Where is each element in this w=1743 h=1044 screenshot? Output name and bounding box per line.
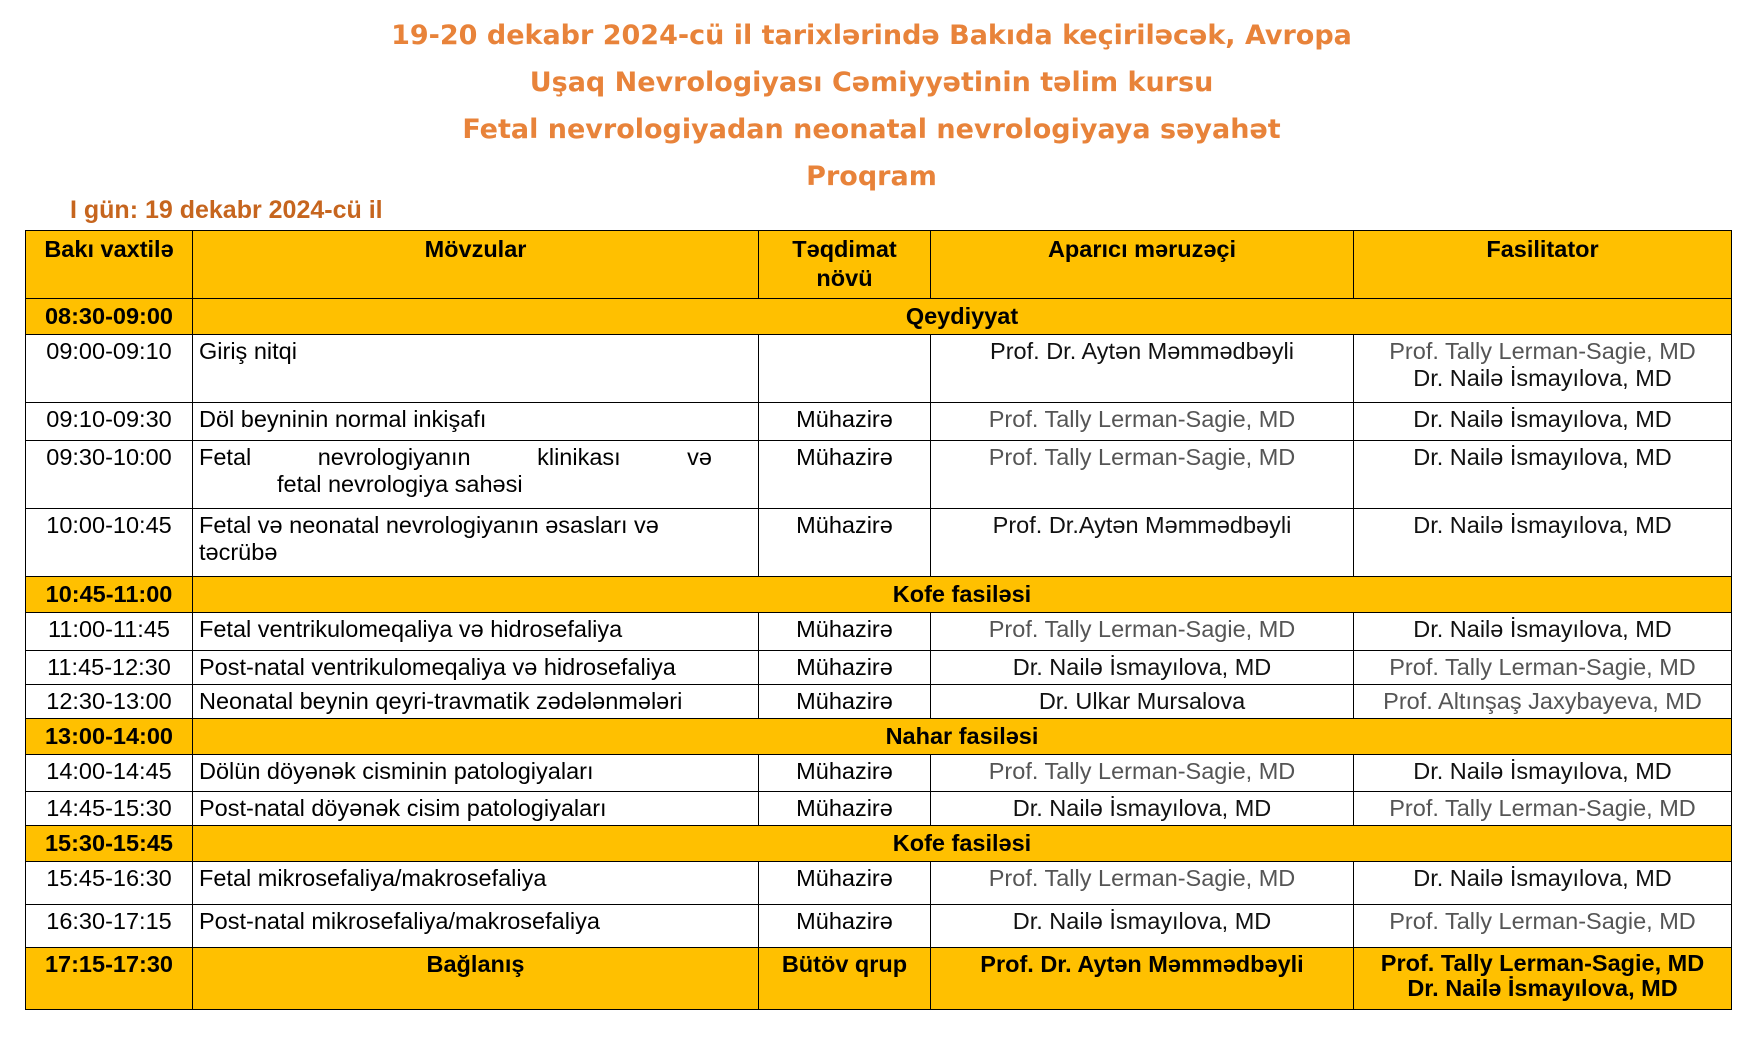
row-speaker: Prof. Tally Lerman-Sagie, MD: [931, 613, 1354, 651]
col-header-type: [759, 231, 931, 299]
closing-row: [26, 948, 1732, 1010]
topic-line1: Fetal nevrologiyanın klinikası və: [199, 444, 712, 470]
row-time: 14:45-15:30: [26, 792, 193, 826]
row-time: 08:30-09:00: [26, 299, 193, 335]
row-time: 16:30-17:15: [26, 905, 193, 948]
break-row: [26, 299, 1732, 335]
table-row: [26, 509, 1732, 577]
row-time: 09:30-10:00: [26, 441, 193, 509]
facilitator-line2: Dr. Nailə İsmayılova, MD: [1407, 975, 1678, 1001]
table-row: [26, 651, 1732, 685]
break-label: Kofe fasiləsi: [193, 577, 1732, 613]
row-topic: Post-natal ventrikulomeqaliya və hidrosefaliya: [193, 651, 759, 685]
row-speaker: Prof. Tally Lerman-Sagie, MD: [931, 862, 1354, 905]
row-speaker: Prof. Tally Lerman-Sagie, MD: [931, 403, 1354, 441]
row-speaker: Dr. Ulkar Mursalova: [931, 685, 1354, 719]
row-topic: Fetal mikrosefaliya/makrosefaliya: [193, 862, 759, 905]
row-facilitator: Dr. Nailə İsmayılova, MD: [1354, 613, 1732, 651]
row-speaker: Prof. Dr. Aytən Məmmədbəyli: [931, 948, 1354, 1010]
topic-line2: fetal nevrologiya sahəsi: [277, 471, 523, 497]
row-time: 15:30-15:45: [26, 826, 193, 862]
row-type: [759, 335, 931, 403]
row-topic: Post-natal mikrosefaliya/makrosefaliya: [193, 905, 759, 948]
col-header-type-line1: Təqdimat: [792, 236, 897, 262]
row-type: Mühazirə: [759, 685, 931, 719]
row-topic: Fetal ventrikulomeqaliya və hidrosefaliya: [193, 613, 759, 651]
row-type: Mühazirə: [759, 613, 931, 651]
row-time: 17:15-17:30: [26, 948, 193, 1010]
col-header-speaker: Aparıcı məruzəçi: [931, 231, 1354, 299]
row-topic: Dölün döyənək cisminin patologiyaları: [193, 755, 759, 792]
row-time: 13:00-14:00: [26, 719, 193, 755]
table-row: [26, 685, 1732, 719]
row-type: Mühazirə: [759, 441, 931, 509]
row-topic: [193, 441, 759, 509]
row-type: Mühazirə: [759, 792, 931, 826]
col-header-topic: Mövzular: [193, 231, 759, 299]
row-facilitator: [1354, 335, 1732, 403]
row-facilitator: Dr. Nailə İsmayılova, MD: [1354, 509, 1732, 577]
row-time: 11:45-12:30: [26, 651, 193, 685]
table-row: [26, 755, 1732, 792]
row-facilitator: Dr. Nailə İsmayılova, MD: [1354, 862, 1732, 905]
row-topic: Bağlanış: [193, 948, 759, 1010]
heading-line-1: 19-20 dekabr 2024-cü il tarixlərində Bakıda keçiriləcək, Avropa: [391, 20, 1352, 51]
break-label: Nahar fasiləsi: [193, 719, 1732, 755]
row-facilitator: Dr. Nailə İsmayılova, MD: [1354, 755, 1732, 792]
program-table: [25, 230, 1732, 1010]
row-speaker: Prof. Tally Lerman-Sagie, MD: [931, 755, 1354, 792]
row-time: 11:00-11:45: [26, 613, 193, 651]
row-facilitator: Prof. Tally Lerman-Sagie, MD: [1354, 905, 1732, 948]
document-heading: [0, 12, 1743, 200]
row-speaker: Prof. Dr.Aytən Məmmədbəyli: [931, 509, 1354, 577]
topic-line2: təcrübə: [199, 539, 278, 565]
row-type: Mühazirə: [759, 862, 931, 905]
row-type: Mühazirə: [759, 755, 931, 792]
table-row: [26, 792, 1732, 826]
row-type: Mühazirə: [759, 651, 931, 685]
row-type: Mühazirə: [759, 403, 931, 441]
heading-line-4: Proqram: [806, 161, 937, 192]
row-facilitator: [1354, 948, 1732, 1010]
table-header-row: [26, 231, 1732, 299]
row-facilitator: Prof. Tally Lerman-Sagie, MD: [1354, 651, 1732, 685]
row-time: 10:45-11:00: [26, 577, 193, 613]
facilitator-line1: Prof. Tally Lerman-Sagie, MD: [1389, 338, 1696, 364]
break-row: [26, 719, 1732, 755]
row-time: 12:30-13:00: [26, 685, 193, 719]
row-speaker: Dr. Nailə İsmayılova, MD: [931, 651, 1354, 685]
table-row: [26, 905, 1732, 948]
facilitator-line1: Prof. Tally Lerman-Sagie, MD: [1380, 950, 1705, 976]
facilitator-line2: Dr. Nailə İsmayılova, MD: [1413, 365, 1672, 391]
col-header-facilitator: Fasilitator: [1354, 231, 1732, 299]
row-speaker: Prof. Dr. Aytən Məmmədbəyli: [931, 335, 1354, 403]
table-row: [26, 335, 1732, 403]
topic-line1: Fetal və neonatal nevrologiyanın əsasları və: [199, 512, 659, 538]
row-time: 15:45-16:30: [26, 862, 193, 905]
row-speaker: Dr. Nailə İsmayılova, MD: [931, 905, 1354, 948]
col-header-type-line2: növü: [816, 265, 873, 291]
row-facilitator: Prof. Tally Lerman-Sagie, MD: [1354, 792, 1732, 826]
row-time: 09:00-09:10: [26, 335, 193, 403]
row-time: 14:00-14:45: [26, 755, 193, 792]
row-topic: Giriş nitqi: [193, 335, 759, 403]
heading-line-3: Fetal nevrologiyadan neonatal nevrologiyaya səyahət: [462, 114, 1281, 145]
break-label: Qeydiyyat: [193, 299, 1732, 335]
row-topic: [193, 509, 759, 577]
row-topic: Neonatal beynin qeyri-travmatik zədələnmələri: [193, 685, 759, 719]
break-label: Kofe fasiləsi: [193, 826, 1732, 862]
table-row: [26, 613, 1732, 651]
table-row: [26, 441, 1732, 509]
break-row: [26, 577, 1732, 613]
col-header-time: Bakı vaxtilə: [26, 231, 193, 299]
table-row: [26, 403, 1732, 441]
row-topic: Post-natal döyənək cisim patologiyaları: [193, 792, 759, 826]
row-facilitator: Dr. Nailə İsmayılova, MD: [1354, 403, 1732, 441]
row-topic: Döl beyninin normal inkişafı: [193, 403, 759, 441]
row-time: 10:00-10:45: [26, 509, 193, 577]
break-row: [26, 826, 1732, 862]
day-title: I gün: 19 dekabr 2024-cü il: [70, 196, 383, 224]
row-type: Mühazirə: [759, 905, 931, 948]
row-speaker: Dr. Nailə İsmayılova, MD: [931, 792, 1354, 826]
row-time: 09:10-09:30: [26, 403, 193, 441]
row-speaker: Prof. Tally Lerman-Sagie, MD: [931, 441, 1354, 509]
heading-line-2: Uşaq Nevrologiyası Cəmiyyətinin təlim kursu: [529, 67, 1214, 98]
row-type: Mühazirə: [759, 509, 931, 577]
row-facilitator: Dr. Nailə İsmayılova, MD: [1354, 441, 1732, 509]
row-facilitator: Prof. Altınşaş Jaxybayeva, MD: [1354, 685, 1732, 719]
table-row: [26, 862, 1732, 905]
row-type: Bütöv qrup: [759, 948, 931, 1010]
